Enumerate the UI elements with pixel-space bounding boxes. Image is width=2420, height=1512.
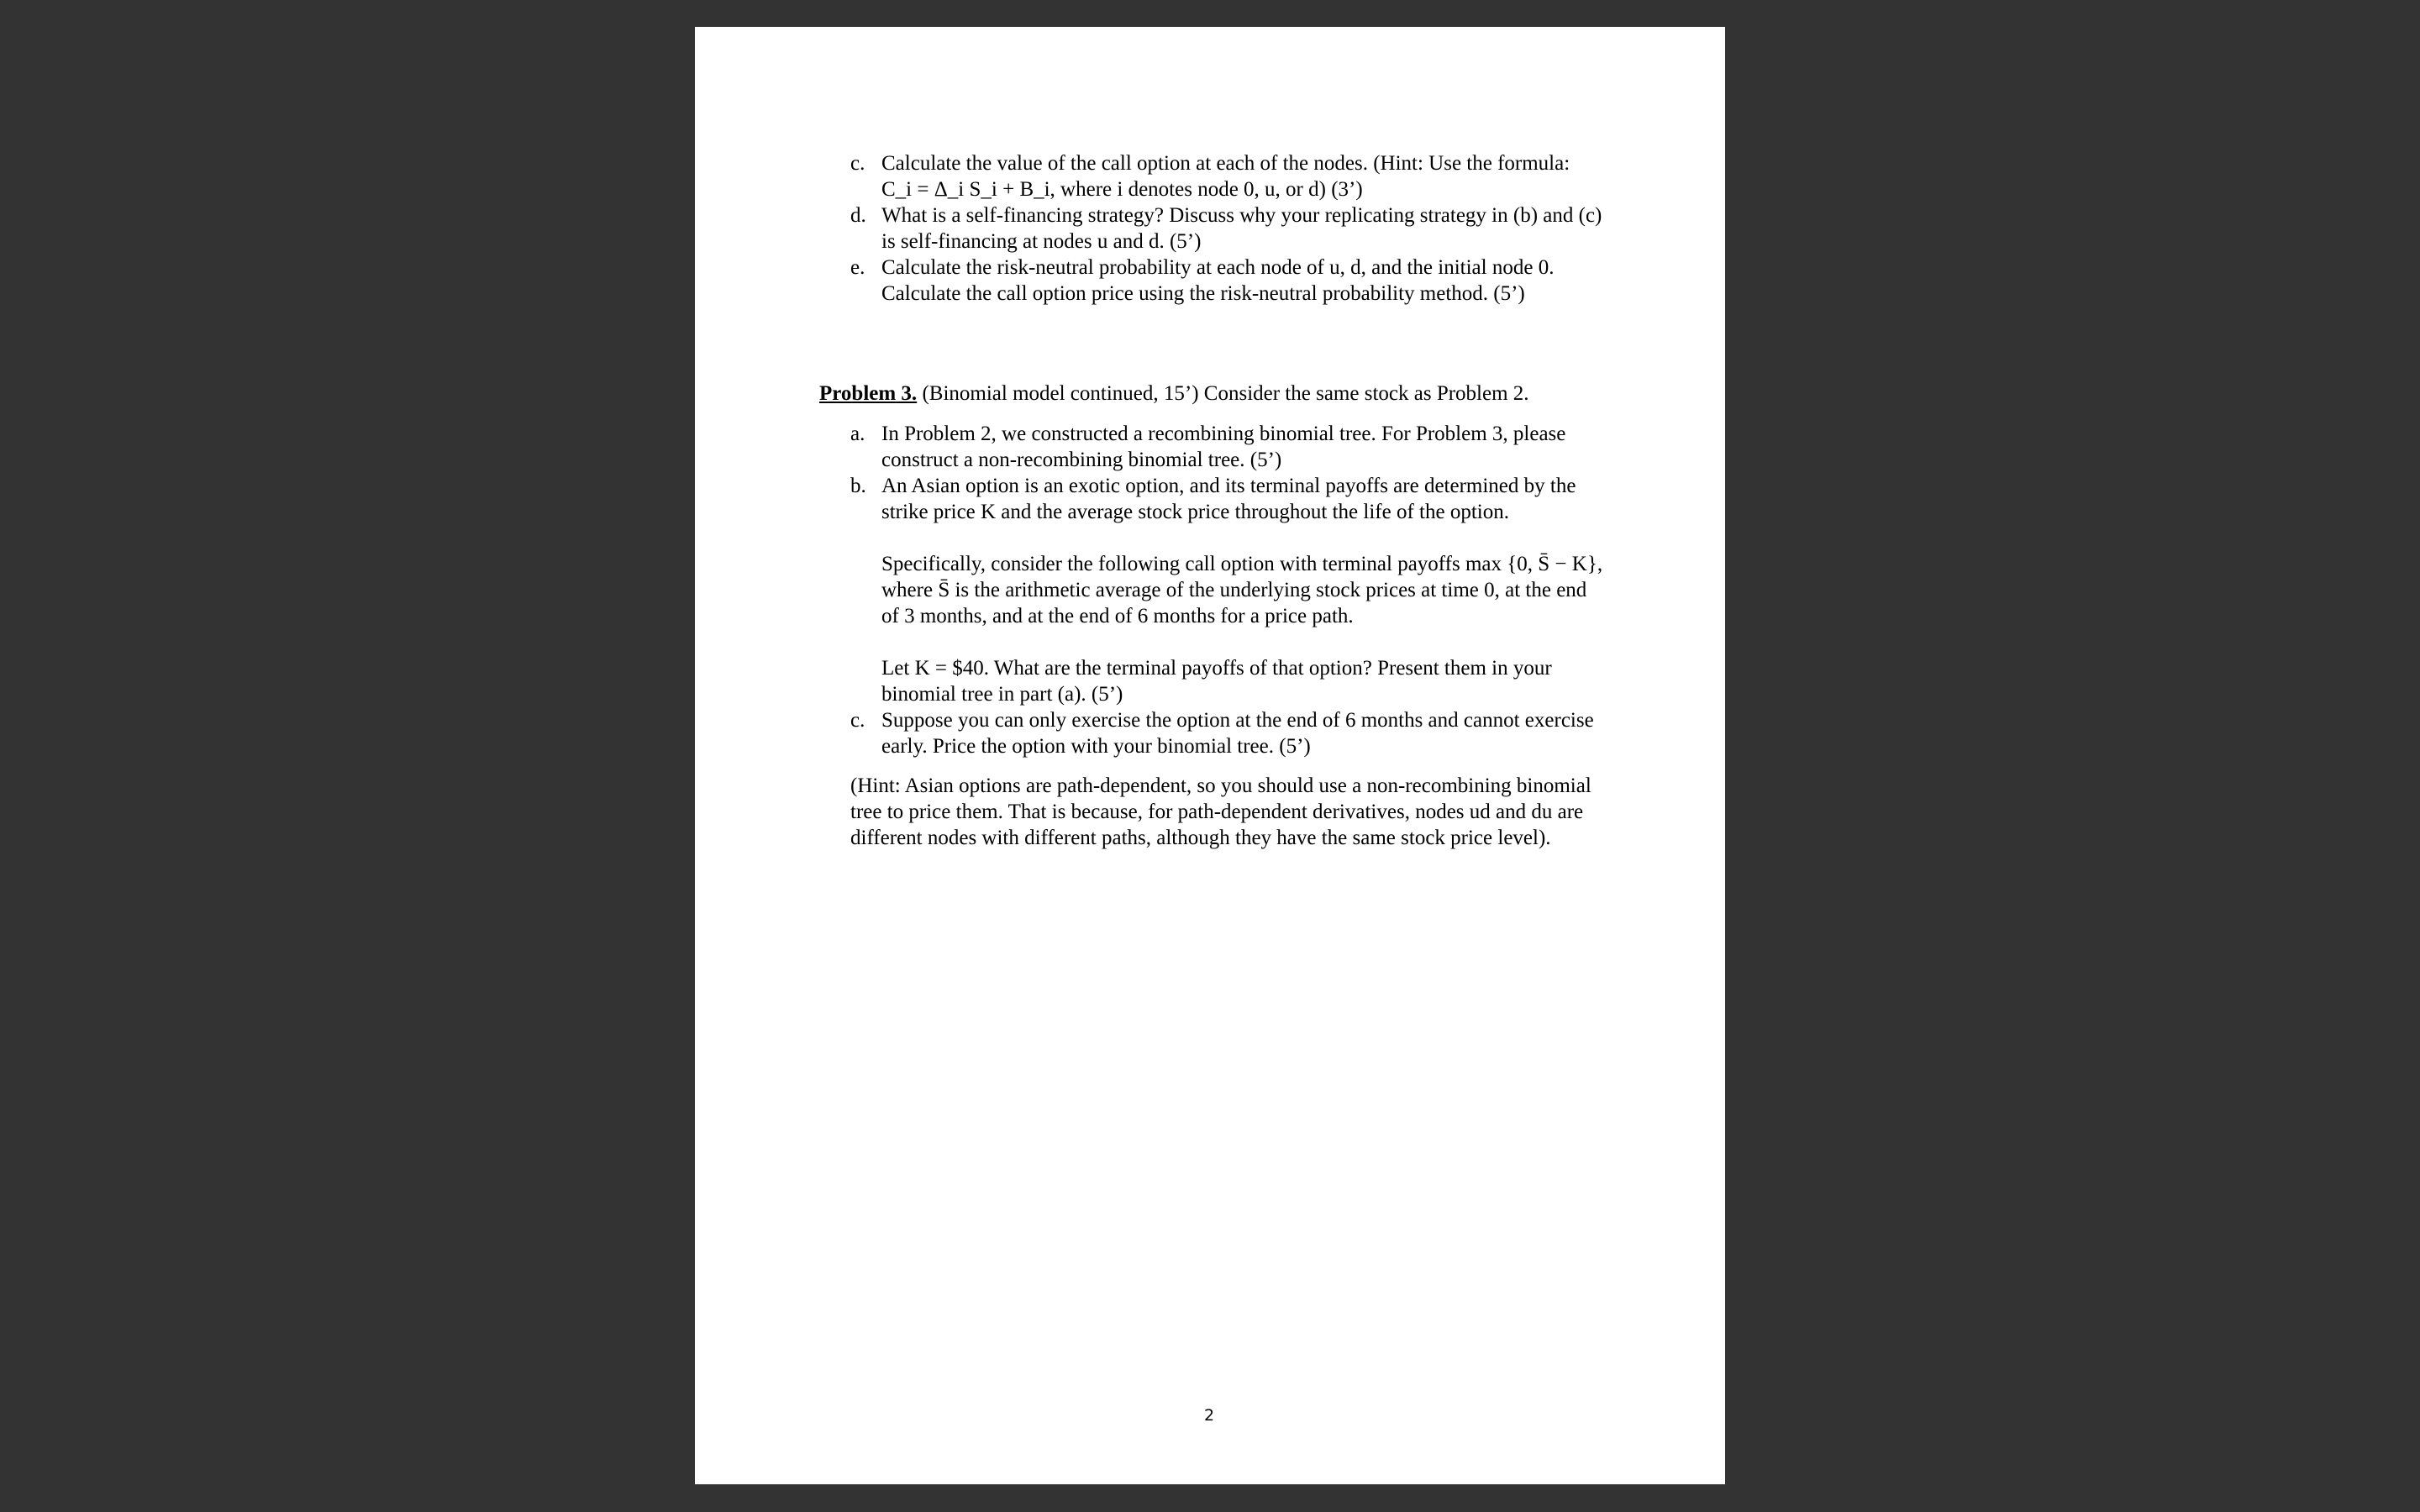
item-line: Calculate the call option price using the risk-neutral probability method. (5’) xyxy=(881,282,1525,305)
item-label: c. xyxy=(850,709,865,732)
paragraph-line: of 3 months, and at the end of 6 months for a price path. xyxy=(881,605,1354,627)
formula-line: C_i = Δ_i S_i + B_i, where i denotes node 0, u, or d) (3’) xyxy=(881,178,1363,201)
paragraph-line: binomial tree in part (a). (5’) xyxy=(881,683,1123,706)
paragraph-line: Let K = $40. What are the terminal payoffs of that option? Present them in your xyxy=(881,657,1552,680)
item-line: Calculate the value of the call option at each of the nodes. (Hint: Use the formula: xyxy=(881,152,1570,175)
item-line: is self-financing at nodes u and d. (5’) xyxy=(881,230,1202,253)
problem-heading: Problem 3. xyxy=(819,382,918,405)
problem-intro: (Binomial model continued, 15’) Consider the same stock as Problem 2. xyxy=(922,382,1529,405)
item-label: a. xyxy=(850,423,865,445)
item-label: d. xyxy=(850,204,866,227)
item-line: early. Price the option with your binomial tree. (5’) xyxy=(881,735,1311,758)
item-label: c. xyxy=(850,152,865,175)
hint-line: different nodes with different paths, although they have the same stock price level). xyxy=(850,827,1551,849)
hint-line: (Hint: Asian options are path-dependent, so you should use a non-recombining binomial xyxy=(850,774,1591,797)
item-line: construct a non-recombining binomial tree. (5’) xyxy=(881,449,1282,471)
item-label: e. xyxy=(850,256,865,279)
hint-line: tree to price them. That is because, for path-dependent derivatives, nodes ud and du are xyxy=(850,801,1584,823)
item-line: An Asian option is an exotic option, and its terminal payoffs are determined by the xyxy=(881,475,1576,497)
page-number: 2 xyxy=(1204,1406,1215,1425)
item-line: strike price K and the average stock price throughout the life of the option. xyxy=(881,501,1509,523)
item-line: In Problem 2, we constructed a recombining binomial tree. For Problem 3, please xyxy=(881,423,1566,445)
item-label: b. xyxy=(850,475,866,497)
item-line: What is a self-financing strategy? Discuss why your replicating strategy in (b) and (c) xyxy=(881,204,1602,227)
paragraph-line: Specifically, consider the following call option with terminal payoffs max {0, S̄ − K}, xyxy=(881,553,1603,575)
document-page xyxy=(695,27,1725,1484)
item-line: Calculate the risk-neutral probability at each node of u, d, and the initial node 0. xyxy=(881,256,1555,279)
item-line: Suppose you can only exercise the option at the end of 6 months and cannot exercise xyxy=(881,709,1594,732)
problem-heading-line xyxy=(819,381,1529,407)
paragraph-line: where S̄ is the arithmetic average of the underlying stock prices at time 0, at the end xyxy=(881,579,1587,601)
